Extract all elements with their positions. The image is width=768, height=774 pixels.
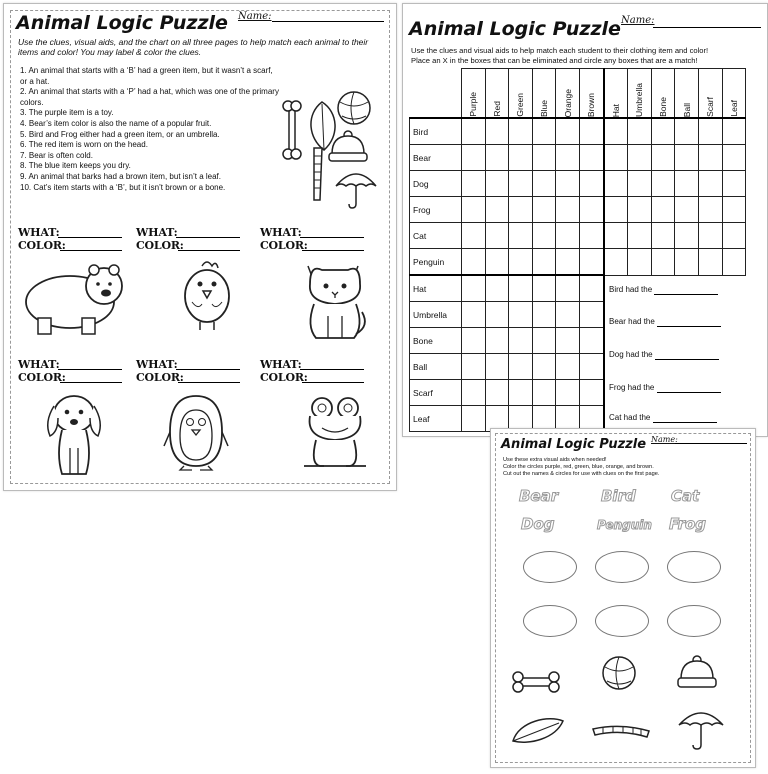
logic-grid [409,68,746,432]
bone-icon [282,100,302,160]
what-label: WHAT: [18,226,60,239]
had-answer-dog: Dog had the [609,349,719,360]
color-line[interactable] [60,382,122,383]
had-answer-cat: Cat had the [609,412,717,423]
worksheet-page-2 [402,3,768,437]
cutout-name-frog: Frog [669,515,707,533]
color-line[interactable] [302,382,364,383]
bear-icon [22,260,126,336]
cutout-name-bear: Bear [519,487,559,505]
col-header-ball: Ball [675,69,699,119]
clue-item: 5. Bird and Frog either had a green item, or an umbrella. [20,129,220,139]
what-line[interactable] [58,369,122,370]
grid-row-dog: Dog [410,171,746,197]
name-line[interactable] [272,21,384,22]
color-label: COLOR: [18,371,66,384]
hat-icon [675,655,719,691]
name-label: Name: [621,15,655,26]
clue-item: 7. Bear is often cold. [20,150,93,160]
cat-icon [300,256,370,342]
answer-block-penguin [136,358,184,384]
leaf-icon [509,715,565,745]
col-header-bone: Bone [651,69,675,119]
clue-item: 6. The red item is worn on the head. [20,140,148,150]
col-header-scarf: Scarf [698,69,722,119]
color-label: COLOR: [260,371,308,384]
grid-row-umbrella: Umbrella [410,302,746,328]
umbrella-icon [677,705,725,751]
dog-icon [42,392,106,478]
cutout-circle[interactable] [667,551,721,583]
intro-line-1: Use the clues and visual aids to help match each student to their clothing item and color! [411,46,709,55]
what-line[interactable] [300,237,364,238]
color-line[interactable] [302,250,364,251]
had-answer-frog: Frog had the [609,382,721,393]
cutout-name-cat: Cat [671,487,700,505]
color-line[interactable] [178,250,240,251]
name-line[interactable] [653,27,761,28]
answer-block-bird [136,226,184,252]
scarf-icon [306,146,330,202]
intro-line-1: Use these extra visual aids when needed! [503,457,607,463]
clue-item: 9. An animal that barks had a brown item, but isn’t a leaf. [20,171,221,181]
ball-icon [601,655,637,691]
cutout-name-bird: Bird [601,487,636,505]
cutout-circle[interactable] [667,605,721,637]
grid-row-frog: Frog [410,197,746,223]
what-label: WHAT: [18,358,60,371]
name-label: Name: [238,11,272,22]
bone-icon [511,671,561,693]
name-label: Name: [651,435,678,444]
what-line[interactable] [300,369,364,370]
cutout-circle[interactable] [595,551,649,583]
bird-icon [180,260,234,332]
intro-line-2: Color the circles purple, red, green, blue, orange, and brown. [503,464,654,470]
clue-item: 2. An animal that starts with a ‘P’ had a hat, which was one of the primary colors. [20,87,279,107]
col-header-hat: Hat [604,69,628,119]
scarf-icon [591,721,651,743]
col-header-blue: Blue [532,69,556,119]
clue-item: 8. The blue item keeps you dry. [20,161,131,171]
ball-icon [336,90,372,126]
color-line[interactable] [60,250,122,251]
page-title: Animal Logic Puzzle [501,437,647,452]
what-label: WHAT: [136,226,178,239]
col-header-leaf: Leaf [722,69,746,119]
clue-list [20,66,280,193]
penguin-icon [164,392,228,472]
clue-item: 1. An animal that starts with a ‘B’ had a green item, but it wasn’t a scarf, or a hat. [20,66,273,86]
grid-row-hat: Hat [410,275,746,302]
what-line[interactable] [176,237,240,238]
cutout-circle[interactable] [523,551,577,583]
page-title: Animal Logic Puzzle [16,12,228,34]
grid-row-bone: Bone [410,328,746,354]
color-label: COLOR: [136,239,184,252]
grid-row-bear: Bear [410,145,746,171]
what-label: WHAT: [136,358,178,371]
grid-row-cat: Cat [410,223,746,249]
had-answer-bird: Bird had the [609,284,718,295]
color-line[interactable] [178,382,240,383]
what-label: WHAT: [260,226,302,239]
hat-icon [326,130,370,164]
worksheet-page-3 [490,428,756,768]
grid-row-bird: Bird [410,118,746,145]
answer-block-dog [18,358,66,384]
col-header-green: Green [509,69,533,119]
col-header-orange: Orange [556,69,580,119]
cutout-name-penguin: Penguin [597,518,652,532]
what-line[interactable] [58,237,122,238]
answer-block-bear [18,226,66,252]
what-line[interactable] [176,369,240,370]
page-title: Animal Logic Puzzle [409,18,621,40]
clue-item: 3. The purple item is a toy. [20,108,114,118]
intro-line-2: Place an X in the boxes that can be eliminated and circle any boxes that are a match! [411,56,698,65]
frog-icon [300,394,370,470]
grid-row-penguin: Penguin [410,249,746,276]
color-label: COLOR: [136,371,184,384]
what-label: WHAT: [260,358,302,371]
grid-row-leaf: Leaf [410,406,746,432]
col-header-purple: Purple [462,69,486,119]
clue-item: 4. Bear’s item color is also the name of a popular fruit. [20,118,212,128]
answer-block-frog [260,358,308,384]
cutout-name-dog: Dog [521,515,555,533]
cutout-circle[interactable] [523,605,577,637]
umbrella-icon [334,166,378,210]
clue-item: 10. Cat’s item starts with a ‘B’, but it isn’t brown or a bone. [20,182,226,192]
col-header-brown: Brown [579,69,603,119]
worksheet-page-1 [3,3,397,491]
answer-block-cat [260,226,308,252]
color-label: COLOR: [260,239,308,252]
intro-text: Use the clues, visual aids, and the chart on all three pages to help match each animal to their items and color! You may label & color the clues. [18,37,369,57]
col-header-umbrella: Umbrella [628,69,652,119]
name-line[interactable] [675,443,747,444]
cutout-circle[interactable] [595,605,649,637]
color-label: COLOR: [18,239,66,252]
grid-row-ball: Ball [410,354,746,380]
grid-row-scarf: Scarf [410,380,746,406]
had-answer-bear: Bear had the [609,316,721,327]
col-header-red: Red [485,69,509,119]
intro-line-3: Cut out the names & circles for use with clues on the first page. [503,471,660,477]
